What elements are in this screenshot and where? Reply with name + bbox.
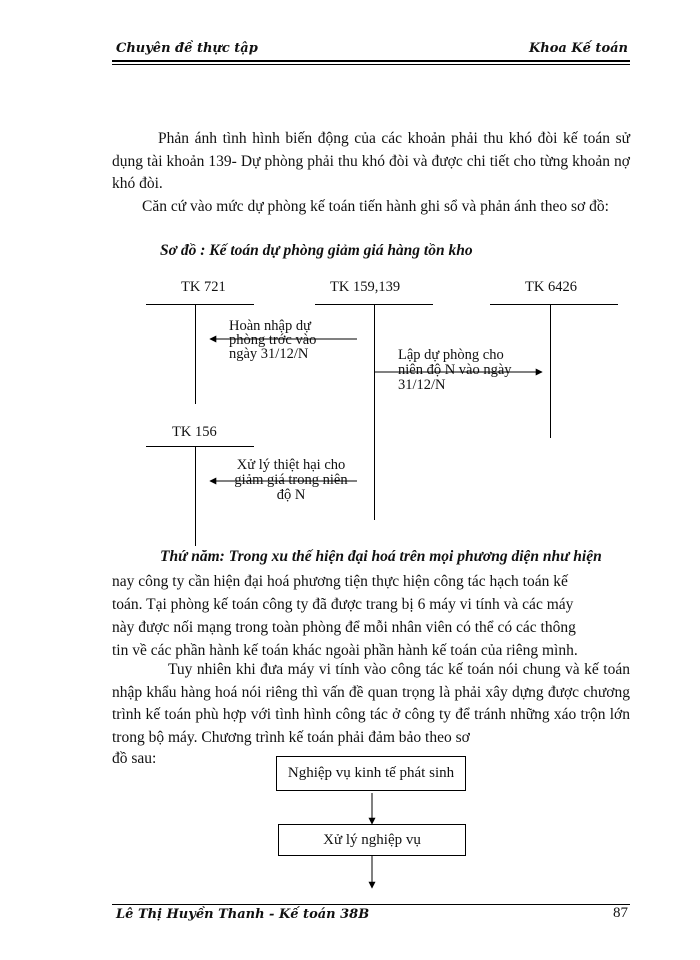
diagram-title: Sơ đồ : Kế toán dự phòng giảm giá hàng tồn kho — [160, 242, 473, 259]
paragraph-2: Căn cứ vào mức dự phòng kế toán tiến hành ghi sổ và phản ánh theo sơ đồ: — [142, 198, 609, 215]
flow-box-processing: Xử lý nghiệp vụ — [278, 824, 466, 856]
section5-line-3: này được nối mạng trong toàn phòng để mỗi nhân viên có thể có các thông — [112, 619, 576, 636]
account-tk721: TK 721 — [181, 279, 226, 295]
paragraph-1: Phản ánh tình hình biến động của các khoản phải thu khó đòi kế toán sử dụng tài khoản 139- Dự phòng phải thu khó đòi và được chi tiết cho từng khoản nợ khó đòi. — [112, 130, 630, 193]
entry-reversal-text: Hoàn nhập dự phòng trớc vào ngày 31/12/N — [229, 318, 317, 362]
footer-rule — [112, 904, 630, 905]
entry-provision-text: Lập dự phòng cho niên độ N vào ngày 31/12/N — [398, 347, 512, 393]
header-right: Khoa Kế toán — [528, 41, 628, 56]
section5-line-4: tin về các phần hành kế toán khác ngoài phần hành kế toán của riêng mình. — [112, 642, 578, 659]
footer-author: Lê Thị Huyền Thanh - Kế toán 38B — [116, 907, 370, 922]
account-tk159: TK 159,139 — [330, 279, 401, 295]
header-left: Chuyên đề thực tập — [116, 41, 258, 56]
section5-line-1: nay công ty cần hiện đại hoá phương tiện thực hiện công tác hạch toán kế — [112, 573, 568, 590]
section5-line-2: toán. Tại phòng kế toán công ty đã được trang bị 6 máy vi tính và các máy — [112, 596, 574, 613]
entry-loss-text: Xử lý thiệt hại cho giảm giá trong niên độ N — [234, 457, 348, 503]
account-tk6426: TK 6426 — [525, 279, 577, 295]
section5-paragraph-2: Tuy nhiên khi đưa máy vi tính vào công tác kế toán nói chung và kế toán nhập khẩu hàng hoá nói riêng thì vấn đề quan trọng là phải xây dựng được chương trình kế toán phù hợp với tình hình công tác ở công ty để tránh những xáo trộn lớn trong bộ máy. Chương trình kế toán phải đảm bảo theo sơ — [112, 661, 630, 746]
account-tk156: TK 156 — [172, 424, 217, 440]
section5-lead: Thứ năm: Trong xu thế hiện đại hoá trên mọi phương diện như hiện — [160, 548, 602, 565]
section5-last-line: đồ sau: — [112, 750, 157, 767]
page-number: 87 — [613, 905, 628, 921]
flow-box-transaction: Nghiệp vụ kinh tế phát sinh — [276, 756, 466, 791]
